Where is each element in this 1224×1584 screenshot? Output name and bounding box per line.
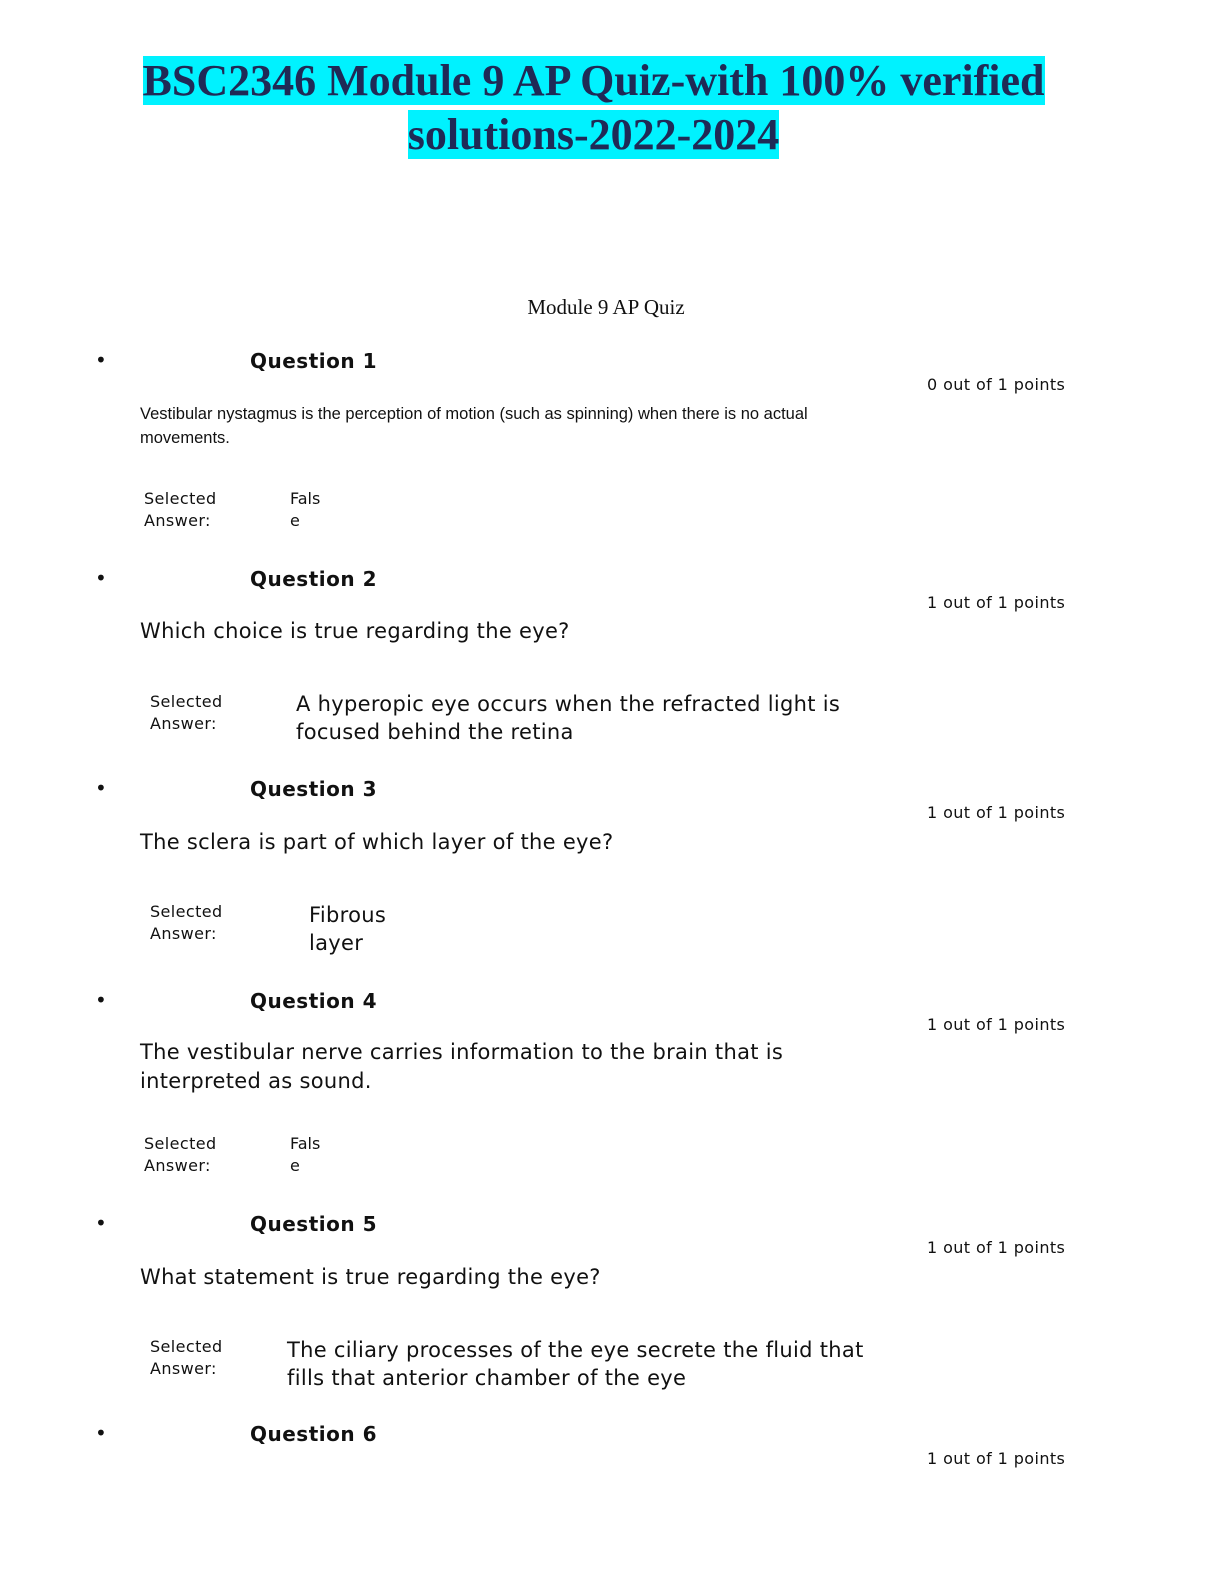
question-1-title: Question 1 — [250, 349, 377, 373]
question-5-points: 1 out of 1 points — [927, 1238, 1066, 1257]
bullet: • — [95, 776, 107, 800]
bullet: • — [95, 988, 107, 1012]
quiz-subtitle: Module 9 AP Quiz — [527, 295, 685, 319]
question-2-selected-label: Selected Answer: — [150, 692, 223, 733]
question-5-title: Question 5 — [250, 1212, 377, 1236]
question-5-selected-answer: The ciliary processes of the eye secrete the fluid that fills that anterior chamber of the eye — [287, 1338, 864, 1390]
bullet: • — [95, 348, 107, 372]
bullet: • — [95, 1421, 107, 1445]
question-2-selected-answer: A hyperopic eye occurs when the refracted light is focused behind the retina — [296, 692, 841, 744]
question-6-points: 1 out of 1 points — [927, 1449, 1066, 1468]
question-4-points: 1 out of 1 points — [927, 1015, 1066, 1034]
question-2-text: Which choice is true regarding the eye? — [140, 619, 570, 643]
question-3-selected-label: Selected Answer: — [150, 902, 223, 943]
question-3-title: Question 3 — [250, 777, 377, 801]
question-4-selected-answer: Fals e — [290, 1134, 321, 1175]
question-3-points: 1 out of 1 points — [927, 803, 1066, 822]
question-1-selected-answer: Fals e — [290, 489, 321, 530]
question-5-text: What statement is true regarding the eye? — [140, 1265, 601, 1289]
bullet: • — [95, 1211, 107, 1235]
question-3-selected-answer: Fibrous layer — [309, 903, 387, 955]
question-4-text: The vestibular nerve carries information to the brain that is interpreted as sound. — [140, 1040, 784, 1093]
question-1-points: 0 out of 1 points — [927, 375, 1066, 394]
question-5-selected-label: Selected Answer: — [150, 1337, 223, 1378]
document-title — [90, 54, 1097, 162]
question-2-points: 1 out of 1 points — [927, 593, 1066, 612]
question-3-text: The sclera is part of which layer of the eye? — [140, 830, 614, 854]
bullet: • — [95, 566, 107, 590]
question-1-selected-label: Selected Answer: — [144, 489, 217, 530]
question-4-selected-label: Selected Answer: — [144, 1134, 217, 1175]
question-6-title: Question 6 — [250, 1422, 377, 1446]
document-title-line-2: solutions-2022-2024 — [407, 110, 780, 159]
question-1-text: Vestibular nystagmus is the perception of motion (such as spinning) when there is no actual movements. — [140, 405, 808, 447]
question-2-title: Question 2 — [250, 567, 377, 591]
document-title-line-1: BSC2346 Module 9 AP Quiz-with 100% verified — [142, 56, 1045, 105]
question-4-title: Question 4 — [250, 989, 377, 1013]
